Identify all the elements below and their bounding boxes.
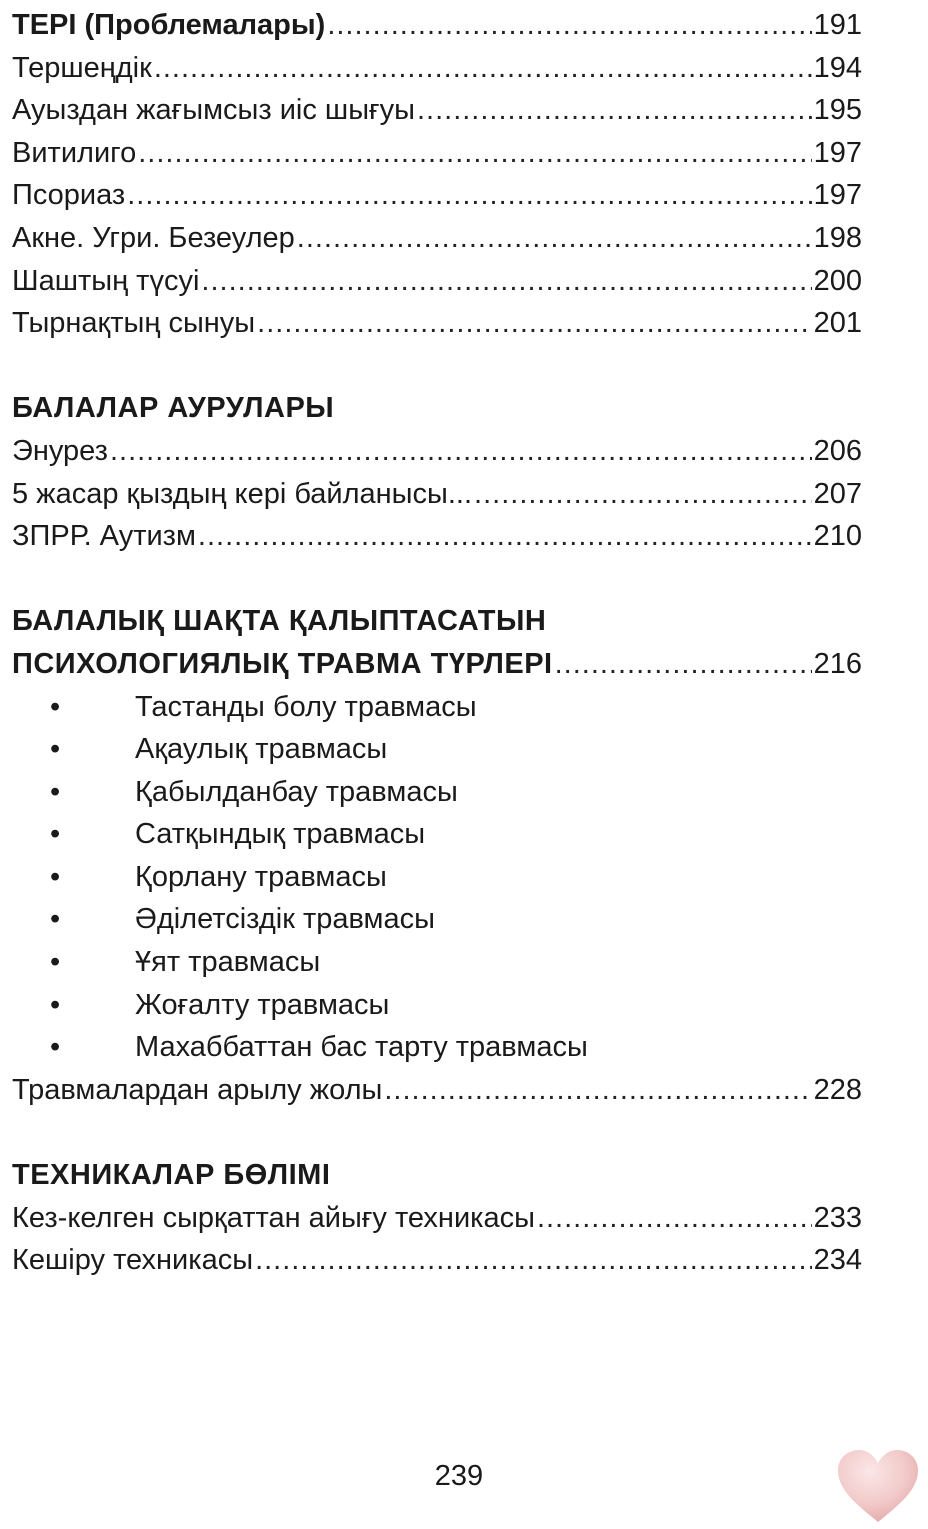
toc-entry-page: 228 [813,1073,862,1106]
bullet-icon: • [50,690,61,723]
bullet-icon: • [50,988,61,1021]
toc-entry-page: 234 [813,1244,862,1277]
list-item-label: Жоғалту травмасы [135,988,390,1021]
toc-entry[interactable] [12,89,862,132]
bullet-icon: • [50,946,61,979]
dot-leader [110,430,812,473]
table-of-contents [12,4,862,1282]
toc-entry[interactable] [12,174,862,217]
bullet-icon: • [50,733,61,766]
bullet-icon: • [50,775,61,808]
dot-leader [384,1069,811,1112]
toc-entry-title: Травмалардан арылу жолы [12,1073,383,1106]
dot-leader [255,1239,812,1282]
bullet-icon: • [50,1031,61,1064]
toc-entry[interactable] [12,515,862,558]
toc-entry[interactable] [12,430,862,473]
list-item [12,898,862,941]
list-item-label: Сатқындық травмасы [135,818,426,851]
dot-leader [327,4,811,47]
section-heading-children: БАЛАЛАР АУРУЛАРЫ [12,392,335,425]
toc-entry-title: Витилиго [12,136,137,169]
toc-entry-page: 207 [813,477,862,510]
toc-entry-title: Ауыздан жағымсыз иіс шығуы [12,94,415,127]
toc-entry-title: Энурез [12,434,108,467]
toc-entry-title: ПСИХОЛОГИЯЛЫҚ ТРАВМА ТҮРЛЕРІ [12,647,553,680]
toc-entry[interactable] [12,302,862,345]
toc-entry-page: 216 [813,647,862,680]
bullet-icon: • [50,860,61,893]
toc-entry[interactable] [12,217,862,260]
toc-entry-title: Кез-келген сырқаттан айығу техникасы [12,1201,535,1234]
list-item [12,856,862,899]
dot-leader [127,174,811,217]
bullet-icon: • [50,903,61,936]
toc-entry[interactable] [12,1197,862,1240]
toc-entry-page: 201 [813,307,862,340]
toc-entry-title: 5 жасар қыздың кері байланысы... [12,477,473,510]
section-gap [12,1111,862,1154]
list-item-label: Қорлану травмасы [135,860,387,893]
toc-entry-title: Кешіру техникасы [12,1244,254,1277]
section-heading-techniques: ТЕХНИКАЛАР БӨЛІМІ [12,1159,331,1192]
toc-entry-title: ЗПРР. Аутизм [12,520,196,553]
toc-entry-page: 194 [813,51,862,84]
toc-entry-page: 210 [813,520,862,553]
dot-leader [138,132,811,175]
toc-entry-title: Тершеңдік [12,51,152,84]
list-item [12,686,862,729]
dot-leader [154,47,812,90]
toc-entry[interactable] [12,1239,862,1282]
toc-entry[interactable] [12,1069,862,1112]
toc-entry[interactable] [12,47,862,90]
list-item-label: Қабылданбау травмасы [135,775,458,808]
section-heading-trauma-line1: БАЛАЛЫҚ ШАҚТА ҚАЛЫПТАСАТЫН [12,605,547,638]
toc-entry[interactable] [12,132,862,175]
toc-entry-page: 206 [813,434,862,467]
dot-leader [198,515,812,558]
list-item [12,1026,862,1069]
toc-entry-title: Шаштың түсуі [12,264,200,297]
section-gap [12,345,862,388]
list-item-label: Әділетсіздік травмасы [135,903,435,936]
dot-leader [474,473,812,516]
toc-entry-page: 197 [813,179,862,212]
page-number: 239 [434,1460,484,1492]
list-item [12,771,862,814]
toc-entry-title: Тырнақтың сынуы [12,307,256,340]
dot-leader [201,260,811,303]
dot-leader [257,302,811,345]
toc-entry-skin-heading[interactable] [12,4,862,47]
list-item-label: Ұят травмасы [135,946,321,979]
list-item-label: Махаббаттан бас тарту травмасы [135,1031,588,1064]
list-item [12,728,862,771]
list-item [12,941,862,984]
list-item-label: Ақаулық травмасы [135,733,388,766]
dot-leader [417,89,812,132]
toc-entry-page: 195 [813,94,862,127]
bullet-icon: • [50,818,61,851]
toc-entry-trauma-heading[interactable] [12,643,862,686]
toc-entry-page: 191 [813,9,862,41]
list-item-label: Тастанды болу травмасы [135,690,477,723]
section-gap [12,558,862,601]
toc-entry-page: 233 [813,1201,862,1234]
list-item [12,984,862,1027]
heart-icon [836,1448,920,1524]
dot-leader [297,217,812,260]
toc-entry-page: 197 [813,136,862,169]
toc-entry[interactable] [12,260,862,303]
toc-entry-title: ТЕРІ (Проблемалары) [12,9,326,41]
toc-entry-page: 198 [813,221,862,254]
list-item [12,813,862,856]
toc-entry-title: Псориаз [12,179,126,212]
toc-entry[interactable] [12,473,862,516]
toc-entry-title: Акне. Угри. Безеулер [12,221,295,254]
dot-leader [555,643,812,686]
toc-entry-page: 200 [813,264,862,297]
dot-leader [537,1197,812,1240]
